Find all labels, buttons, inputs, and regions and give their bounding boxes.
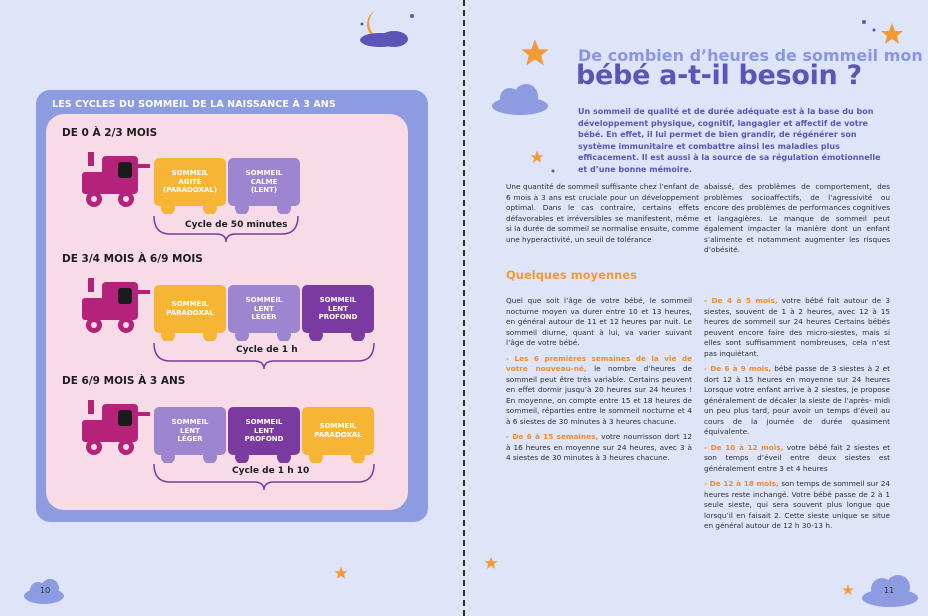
highlight: - Les 6 premières semaines de la vie de votre nouveau-né, xyxy=(506,353,692,373)
intro-column-2: abaissé, des problèmes de comportement, des problèmes socioaffectifs, de l’agressivité ou encore des problèmes de performances cognitives et langagières. Le manque de sommeil peut également impacter la manière dont un enfant s’alimente et notamment augmenter les risques d’obésité. xyxy=(704,182,890,254)
section-title: DE 6/9 MOIS À 3 ANS xyxy=(62,375,186,387)
cycle-duration: Cycle de 50 minutes xyxy=(185,220,288,230)
wagon-lent-profond: SOMMEIL LENT PROFOND xyxy=(302,285,374,333)
text-column-1 xyxy=(506,296,692,469)
star-icon xyxy=(334,566,348,580)
wheels-icon xyxy=(154,449,376,463)
highlight: - De 6 à 9 mois, xyxy=(704,364,772,373)
wagon-paradoxal: SOMMEIL PARADOXAL xyxy=(154,285,226,333)
paragraph: - Les 6 premières semaines de la vie de votre nouveau-né, le nombre d’heures de sommeil peut être très variable. Certains peuvent en effet dormir jusqu’à 20 heures sur 24 heures ! En moyenne, on compte entre 15 et 18 heures de sommeil, réparties entre le sommeil nocturne et 4 à 6 siestes de 30 minutes à 3 heures chacune. xyxy=(506,353,692,426)
paragraph: Quel que soit l’âge de votre bébé, le sommeil nocturne moyen va durer entre 10 et 13 heures, en général autour de 11 et 12 heures par nuit. Le sommeil diurne, quant à lui, va varier suivant l’âge de votre bébé. xyxy=(506,296,692,347)
star-icon xyxy=(880,22,904,46)
section-title: Quelques moyennes xyxy=(506,268,637,282)
star-icon xyxy=(484,556,498,570)
wagon-lent-leger: SOMMEIL LENT LÉGER xyxy=(154,407,226,455)
moon-icon xyxy=(350,6,420,48)
dots-icon xyxy=(548,166,558,176)
page-number: 10 xyxy=(40,586,51,595)
star-icon xyxy=(530,150,544,164)
page-number: 11 xyxy=(884,586,895,595)
highlight: - De 12 à 18 mois, xyxy=(704,479,779,488)
wagon-paradoxal: SOMMEIL PARADOXAL xyxy=(302,407,374,455)
paragraph: - De 4 à 5 mois, votre bébé fait autour de 3 siestes, souvent de 1 à 2 heures, avec 12 à 15 heures de sommeil sur 24 heures Certains bébés peuvent encore faire des micro-siestes, mais si elles sont suffisamment nombreuses, cela n’est pas inquiétant. xyxy=(704,296,890,358)
train-engine-icon xyxy=(82,152,150,208)
star-icon xyxy=(520,38,550,68)
highlight: - De 4 à 5 mois, xyxy=(704,296,778,305)
lead-paragraph: Un sommeil de qualité et de durée adéquate est à la base du bon développement physique, cognitif, langagier et affectif de votre bébé. En effet, il lui permet de bien grandir, de régénérer son système immunitaire et combattre ainsi les maladies plus efficacement. Il est aussi à la source de sa régulation émotionnelle et d’une bonne mémoire. xyxy=(578,107,881,174)
section-title: DE 3/4 MOIS À 6/9 MOIS xyxy=(62,253,203,265)
page-gutter xyxy=(463,0,465,616)
paragraph: - De 10 à 12 mois, votre bébé fait 2 siestes et son temps d’éveil entre deux siestes est généralement entre 3 et 4 heures xyxy=(704,442,891,473)
wagon-lent: SOMMEIL CALME (LENT) xyxy=(228,158,300,206)
wagon-lent-profond: SOMMEIL LENT PROFOND xyxy=(228,407,300,455)
highlight: - De 6 à 15 semaines, xyxy=(506,432,599,441)
paragraph: - De 6 à 15 semaines, votre nourrisson dort 12 à 16 heures en moyenne sur 24 heures, avec 3 à 4 siestes de 30 minutes à 3 heures chacune. xyxy=(506,432,692,462)
text-column-2 xyxy=(704,296,890,537)
train-engine-icon xyxy=(82,278,150,334)
paragraph: - De 6 à 9 mois, bébé passe de 3 siestes à 2 et dort 12 à 15 heures en moyenne sur 24 heures Lorsque votre enfant arrive à 2 siestes, je propose généralement de décaler la sieste de l’après- midi un peu plus tard, pour avoir un temps d’éveil au cours de la journée de durée quasiment équivalente. xyxy=(704,364,890,436)
cycle-duration: Cycle de 1 h 10 xyxy=(232,466,310,476)
wagon-paradoxal: SOMMEIL AGITÉ (PARADOXAL) xyxy=(154,158,226,206)
highlight: - De 10 à 12 mois, xyxy=(704,442,784,452)
train-engine-icon xyxy=(82,400,150,456)
paragraph: - De 12 à 18 mois, son temps de sommeil sur 24 heures reste inchangé. Votre bébé passe de 2 à 1 seule sieste, qui sera souvent plus longue que lorsqu’il en faisait 2. Cette sieste unique se situe en général autour de 12 h 30-13 h. xyxy=(704,479,890,530)
wheels-icon xyxy=(154,327,376,341)
section-title: DE 0 À 2/3 MOIS xyxy=(62,127,158,139)
cloud-icon xyxy=(490,84,550,116)
wheels-icon xyxy=(154,200,302,214)
page-subtitle: De combien d’heures de sommeil mon xyxy=(578,46,923,65)
star-icon xyxy=(842,584,854,596)
intro-column-1: Une quantité de sommeil suffisante chez l’enfant de 6 mois à 3 ans est cruciale pour un développement optimal. Dans le cas contraire, certains effets défavorables et irréversibles se manifestent, même si la durée de sommeil se normalise ensuite, comme une hyperactivité, un seuil de tolérance xyxy=(506,182,699,244)
cycle-duration: Cycle de 1 h xyxy=(236,345,298,355)
dots-icon xyxy=(860,18,880,38)
frame-title: LES CYCLES DU SOMMEIL DE LA NAISSANCE À 3 ANS xyxy=(52,99,336,110)
page-title: bébé a-t-il besoin ? xyxy=(576,60,862,91)
wagon-lent-leger: SOMMEIL LENT LÉGER xyxy=(228,285,300,333)
